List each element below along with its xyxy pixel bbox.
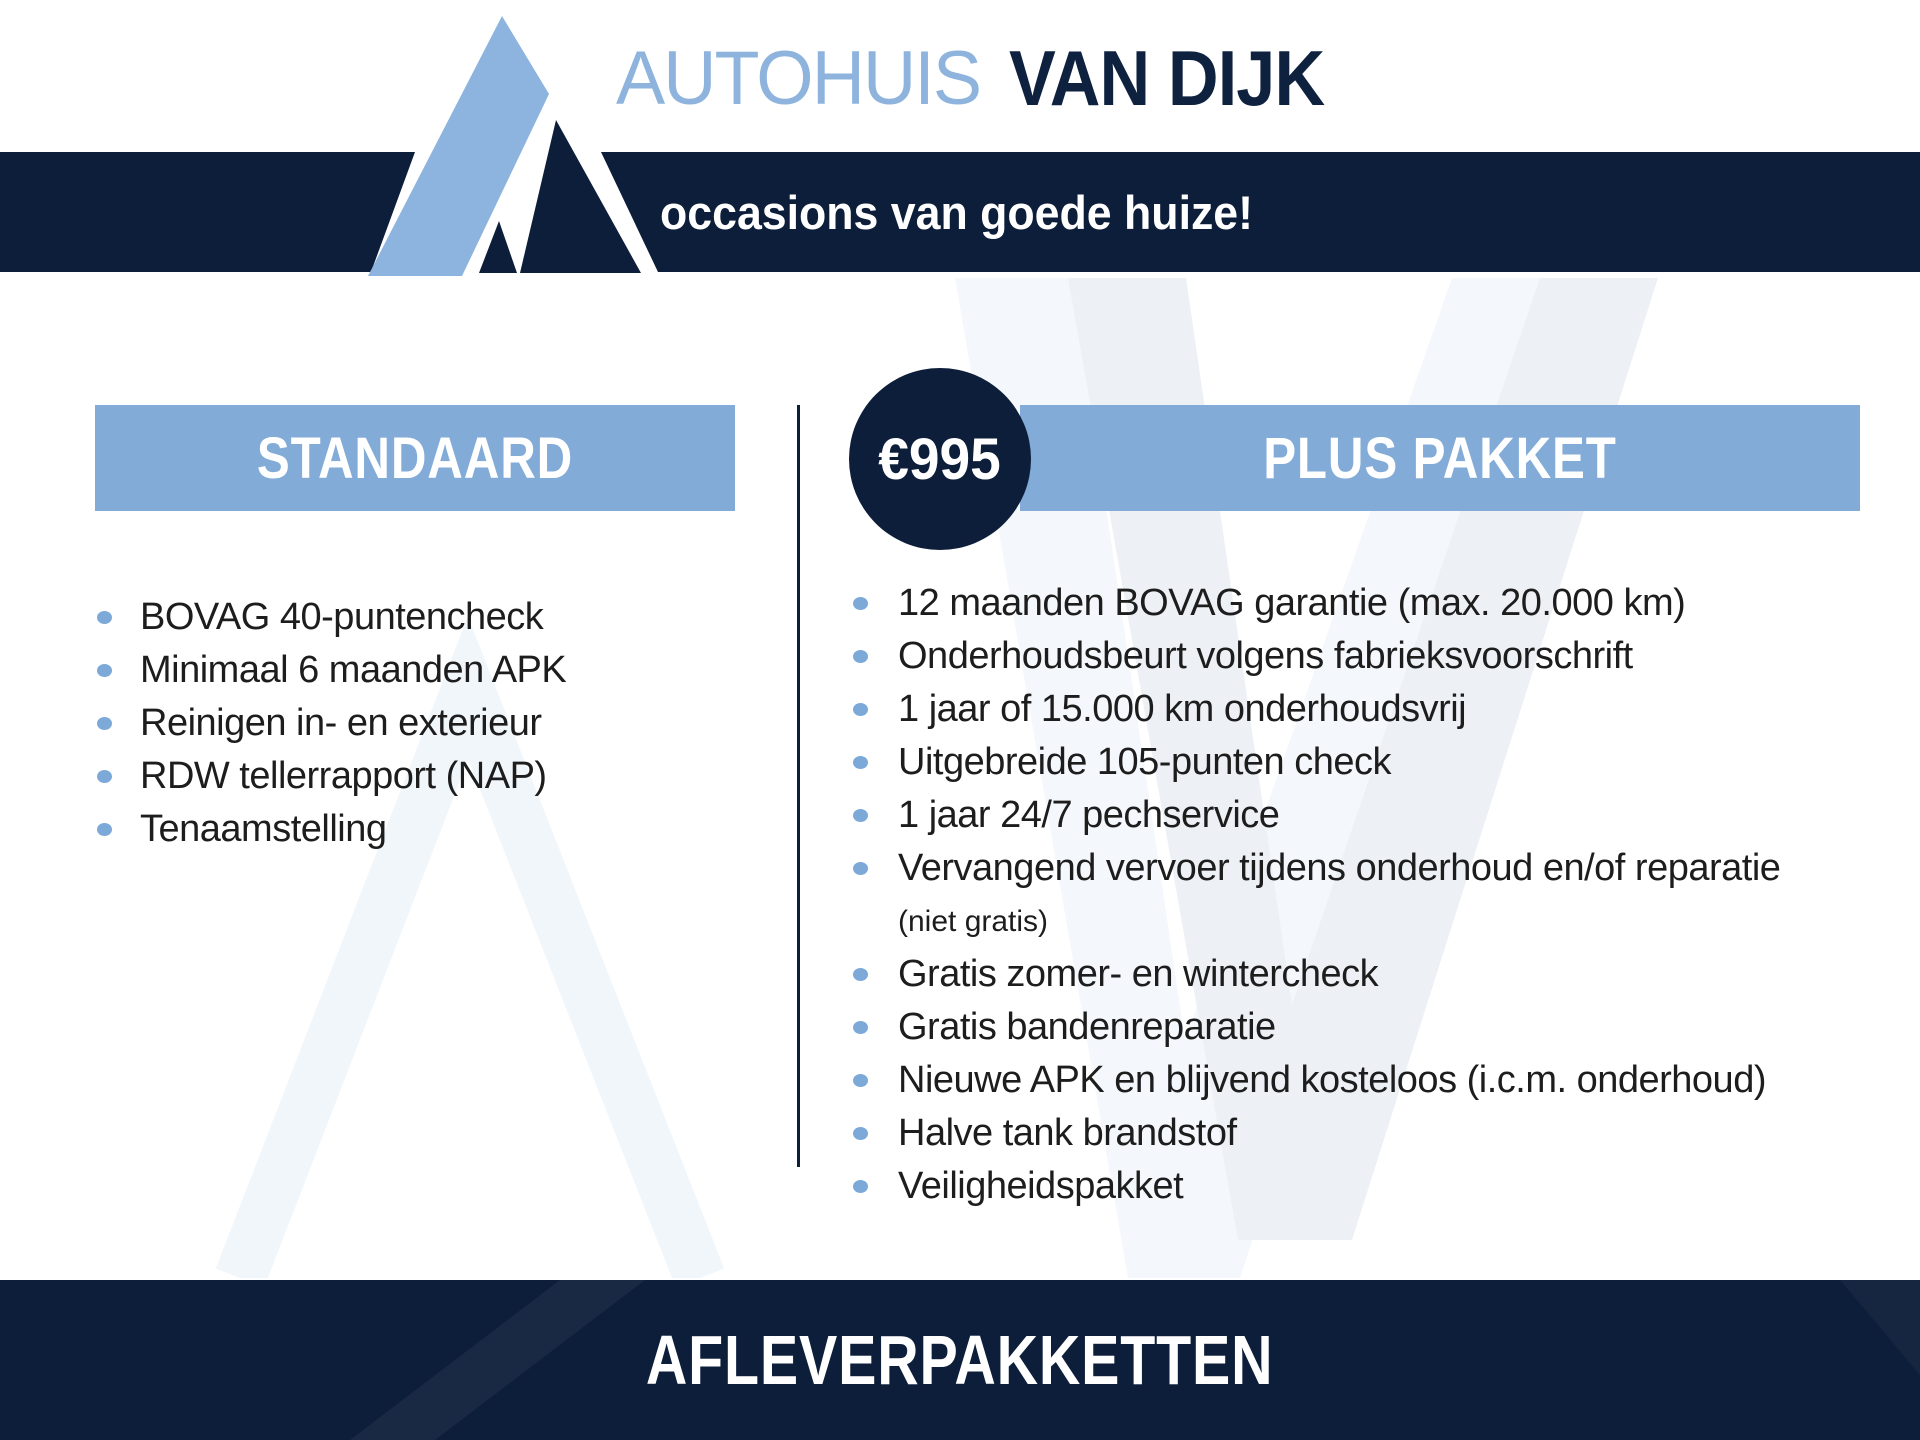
bullet-icon [853, 1180, 868, 1193]
standard-title: STANDAARD [256, 425, 574, 491]
list-item: Reinigen in- en exterieur [95, 697, 735, 750]
list-item: 1 jaar of 15.000 km onderhoudsvrij [851, 683, 1901, 736]
logo-mark [368, 16, 641, 276]
list-item: Uitgebreide 105-punten check [851, 736, 1901, 789]
list-item: Vervangend vervoer tijdens onderhoud en/of reparatie [851, 842, 1901, 895]
plus-list-note-wrap [851, 897, 1901, 947]
list-item: Halve tank brandstof [851, 1107, 1901, 1160]
bullet-icon [853, 597, 868, 610]
list-item: RDW tellerrapport (NAP) [95, 750, 735, 803]
standard-list [95, 591, 735, 856]
bullet-icon [97, 770, 112, 783]
list-item: Onderhoudsbeurt volgens fabrieksvoorschrift [851, 630, 1901, 683]
list-item: Tenaamstelling [95, 803, 735, 856]
brand-title [616, 28, 1360, 128]
bullet-icon [97, 664, 112, 677]
bullet-icon [853, 968, 868, 981]
bullet-icon [853, 650, 868, 663]
brand-name-bold: VAN DIJK [1009, 33, 1325, 122]
column-divider [797, 405, 800, 1167]
list-item: 12 maanden BOVAG garantie (max. 20.000 km) [851, 577, 1901, 630]
plus-title: PLUS PAKKET [1263, 425, 1617, 491]
standard-header [95, 405, 735, 511]
tagline: occasions van goede huize! [660, 185, 1254, 239]
bullet-icon [97, 717, 112, 730]
bullet-icon [853, 1074, 868, 1087]
logo-blade [368, 16, 549, 276]
list-item: Minimaal 6 maanden APK [95, 644, 735, 697]
list-item: 1 jaar 24/7 pechservice [851, 789, 1901, 842]
footer-title: AFLEVERPAKKETTEN [646, 1321, 1274, 1399]
bullet-icon [853, 862, 868, 875]
logo-inner-triangle [479, 221, 517, 273]
list-item: BOVAG 40-puntencheck [95, 591, 735, 644]
footer-banner [0, 1280, 1920, 1440]
list-item: Nieuwe APK en blijvend kosteloos (i.c.m. onderhoud) [851, 1054, 1901, 1107]
bullet-icon [853, 1021, 868, 1034]
bullet-icon [853, 809, 868, 822]
note-line: (niet gratis) [898, 905, 1049, 938]
price-badge [849, 368, 1031, 550]
plus-list-continued [851, 948, 1901, 1213]
bullet-icon [97, 823, 112, 836]
plus-list [851, 577, 1901, 895]
plus-header [1020, 405, 1860, 511]
price-value: €995 [878, 426, 1002, 492]
list-item: Veiligheidspakket [851, 1160, 1901, 1213]
brand-name-light: AUTOHUIS [616, 35, 981, 121]
bullet-icon [853, 703, 868, 716]
list-item: Gratis zomer- en wintercheck [851, 948, 1901, 1001]
bullet-icon [97, 611, 112, 624]
top-banner-left [0, 152, 415, 272]
bullet-icon [853, 756, 868, 769]
list-item: Gratis bandenreparatie [851, 1001, 1901, 1054]
bullet-icon [853, 1127, 868, 1140]
